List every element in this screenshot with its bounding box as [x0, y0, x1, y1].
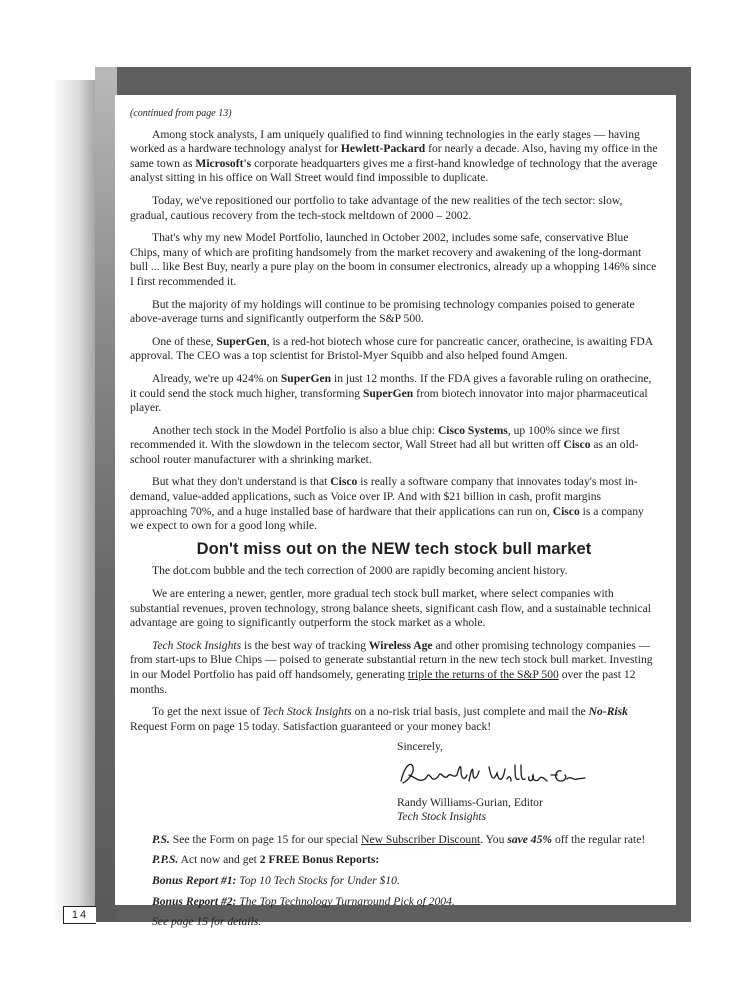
editor-name: Randy Williams-Gurian, Editor [397, 795, 543, 809]
paragraph: Tech Stock Insights is the best way of tracking Wireless Age and other promising technology companies — from start-ups to Blue Chips — poised to generate substantial return in the new tech stock bull market. Investing in our Model Portfolio has paid off handsomely, generating triple the returns of the S&P 500 over the past 12 months. [130, 638, 653, 696]
see-page-note: See page 15 for details. [152, 915, 262, 929]
letter-body [130, 107, 658, 936]
paragraph: That's why my new Model Portfolio, launched in October 2002, includes some safe, conservative Blue Chips, many of which are profiting handsomely from the market recovery and awakening of the long-dormant bull ... like Best Buy, nearly a pure play on the boom in consumer electronics, already up a whopping 146% since I first recommended it. [130, 231, 657, 288]
pps-line: P.P.S. Act now and get 2 FREE Bonus Reports: [152, 853, 380, 867]
paragraph: One of these, SuperGen, is a red-hot biotech whose cure for pancreatic cancer, orathecine, is awaiting FDA approval. The CEO was a top scientist for Bristol-Myer Squibb and also helped found Amgen. [130, 334, 653, 363]
paragraph: But the majority of my holdings will continue to be promising technology companies poised to generate above-average turns and significantly outperform the S&P 500. [130, 297, 635, 326]
frame-highlight [95, 67, 117, 922]
paragraph: We are entering a newer, gentler, more gradual tech stock bull market, where select companies with substantial revenues, proven technology, strong balance sheets, significant cash flow, and a sustainable technical advantage are going to significantly outperform the stock market as a whole. [130, 587, 652, 630]
paragraph: Already, we're up 424% on SuperGen in just 12 months. If the FDA gives a favorable ruling on orathecine, it could send the stock much higher, transforming SuperGen from biotech innovator into major pharmaceutical player. [130, 371, 652, 415]
page-number: 14 [63, 906, 96, 924]
closing-salutation: Sincerely, [397, 740, 443, 754]
page-edge-shadow [52, 80, 96, 920]
paragraph: To get the next issue of Tech Stock Insights on a no-risk trial basis, just complete and mail the No-Risk Request Form on page 15 today. Satisfaction guaranteed or your money back! [130, 705, 628, 733]
ps-line: P.S. See the Form on page 15 for our special New Subscriber Discount. You save 45% off the regular rate! [152, 832, 646, 846]
section-headline: Don't miss out on the NEW tech stock bull market [196, 539, 592, 558]
handwritten-signature [397, 757, 587, 791]
signature-block [397, 740, 658, 824]
bonus-report-1: Bonus Report #1: Top 10 Tech Stocks for Under $10. [152, 873, 400, 887]
continued-note: (continued from page 13) [130, 108, 232, 119]
paragraph: Another tech stock in the Model Portfolio is also a blue chip: Cisco Systems, up 100% since we first recommended it. With the slowdown in the telecom sector, Wall Street had all but written off Cisco as an old-school router manufacturer with a shrinking market. [130, 423, 639, 466]
paragraph: Among stock analysts, I am uniquely qualified to find winning technologies in the early stages — having worked as a hardware technology analyst for Hewlett-Packard for nearly a decade. Also, having my office in the same town as Microsoft's corporate headquarters gives me a first-hand knowledge of technology that the average analyst sitting in his office on Wall Street would find impossible to duplicate. [130, 127, 658, 185]
paragraph: But what they don't understand is that Cisco is really a software company that innovates today's most in-demand, value-added applications, such as Voice over IP. And with $21 billion in cash, profit margins approaching 70%, and a huge installed base of hardware that their applications can run on, Cisco is a company we expect to own for a good long while. [130, 475, 644, 533]
paragraph: Today, we've repositioned our portfolio to take advantage of the new realities of the tech sector: slow, gradual, cautious recovery from the tech-stock meltdown of 2000 – 2002. [130, 193, 623, 222]
publication-name: Tech Stock Insights [397, 810, 487, 824]
postscript [152, 833, 658, 930]
paragraph: The dot.com bubble and the tech correction of 2000 are rapidly becoming ancient history. [152, 564, 568, 578]
bonus-report-2: Bonus Report #2: The Top Technology Turnaround Pick of 2004. [152, 894, 455, 908]
